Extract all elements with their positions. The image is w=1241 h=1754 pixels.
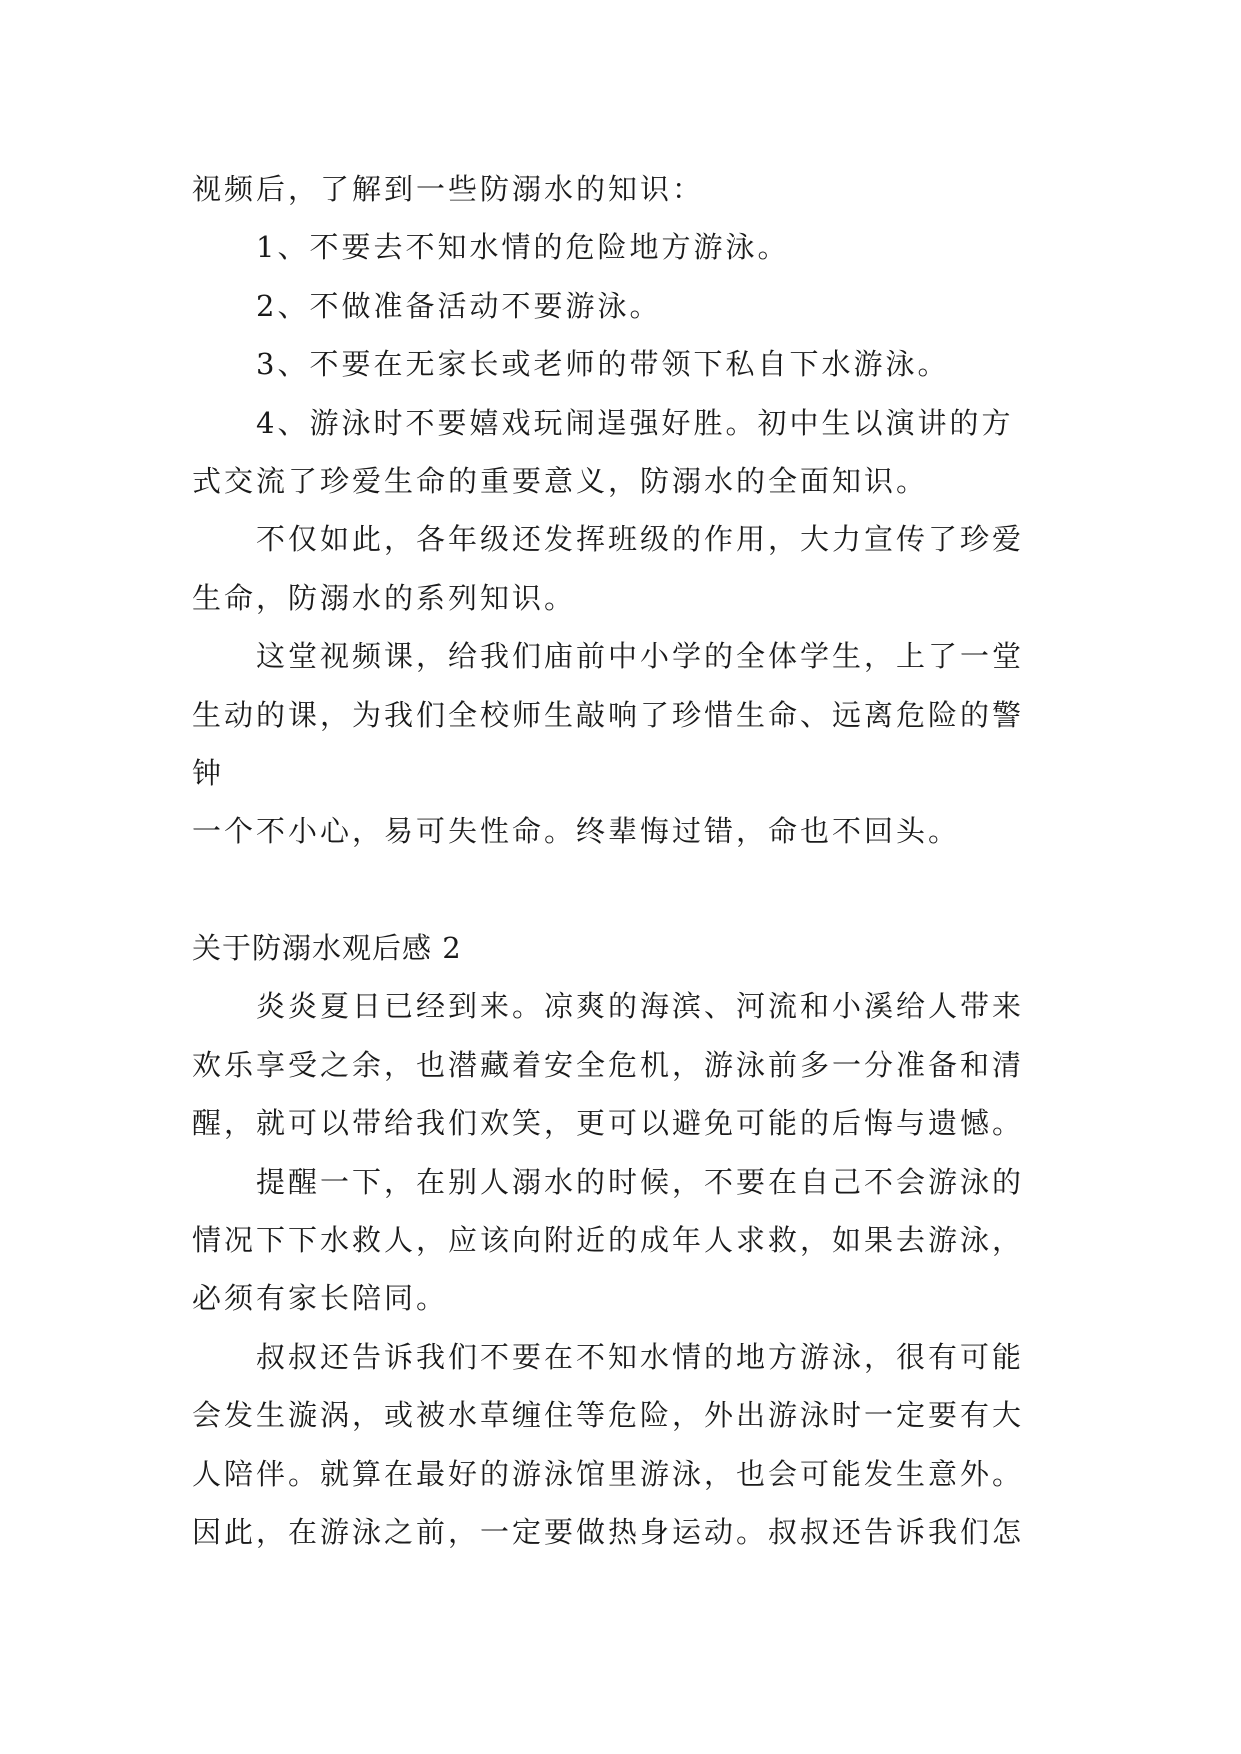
section-title: 关于防溺水观后感 2 [192,931,462,966]
paragraph-start: 炎炎夏日已经到来。凉爽的海滨、河流和小溪给人带来 [256,989,1025,1024]
text-line: 式交流了珍爱生命的重要意义，防溺水的全面知识。 [192,463,929,498]
text-line: 钟 [192,755,225,790]
list-item: 4、游泳时不要嬉戏玩闹逞强好胜。初中生以演讲的方 [256,405,1014,440]
paragraph-start: 不仅如此，各年级还发挥班级的作用，大力宣传了珍爱 [256,522,1025,557]
paragraph-start: 这堂视频课，给我们庙前中小学的全体学生，上了一堂 [256,639,1025,674]
paragraph-start: 叔叔还告诉我们不要在不知水情的地方游泳，很有可能 [256,1339,1025,1374]
section-spacer [192,861,1072,919]
list-item: 2、不做准备活动不要游泳。 [256,288,662,323]
paragraph-start: 提醒一下，在别人溺水的时候，不要在自己不会游泳的 [256,1164,1025,1199]
text-line: 因此，在游泳之前，一定要做热身运动。叔叔还告诉我们怎 [192,1514,1025,1549]
text-line: 欢乐享受之余，也潜藏着安全危机，游泳前多一分准备和清 [192,1047,1025,1082]
text-line: 情况下下水救人，应该向附近的成年人求救，如果去游泳， [192,1223,1025,1258]
list-item: 1、不要去不知水情的危险地方游泳。 [256,230,790,265]
document-body [192,160,1072,1561]
text-line: 视频后，了解到一些防溺水的知识： [192,172,705,206]
text-line: 生动的课，为我们全校师生敲响了珍惜生命、远离危险的警 [192,697,1025,732]
text-line: 一个不小心，易可失性命。终辈悔过错，命也不回头。 [192,814,961,849]
text-line: 必须有家长陪同。 [192,1281,449,1316]
list-item: 3、不要在无家长或老师的带领下私自下水游泳。 [256,347,950,382]
text-line: 醒，就可以带给我们欢笑，更可以避免可能的后悔与遗憾。 [192,1106,1025,1141]
text-line: 会发生漩涡，或被水草缠住等危险，外出游泳时一定要有大 [192,1398,1025,1433]
text-line: 生命，防溺水的系列知识。 [192,580,577,615]
text-line: 人陪伴。就算在最好的游泳馆里游泳，也会可能发生意外。 [192,1456,1025,1491]
